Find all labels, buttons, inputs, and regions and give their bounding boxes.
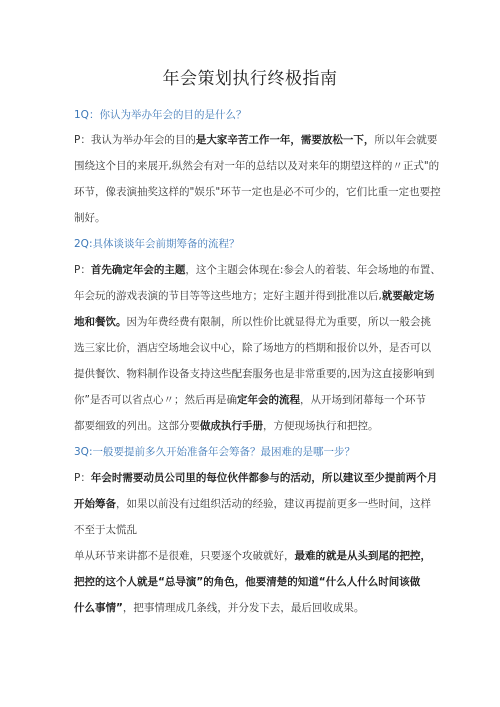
question-1: 1Q：你认为举办年会的目的是什么？: [74, 109, 247, 121]
bold-run: 开始筹备: [74, 498, 116, 510]
bold-run: 什么事情”: [74, 602, 123, 614]
text-run: 单从环节来讲都不是很难，只要逐个攻破就好，: [74, 550, 295, 562]
answer-2-line-5: 提供餐饮、物料制作设备支持这些配套服务也是非常重要的,因为这直接影响到: [74, 368, 435, 380]
answer-1-line-1: [74, 133, 446, 147]
bold-run: 地和餐饮。: [74, 316, 127, 328]
question-3: 3Q:一般要提前多久开始准备年会筹备？最困难的是哪一步？: [74, 446, 355, 458]
text-run: 所以年会就要: [374, 134, 438, 146]
text-run: ，如果以前没有过组织活动的经验，建议再提前更多一些时间，这样: [116, 498, 431, 510]
answer-1-line-3: 环节，像表演抽奖这样的"娱乐"环节一定也是必不可少的，它们比重一定也要控: [74, 186, 441, 198]
bold-run: 年会时需要动员公司里的每位伙伴都参与的活动，所以建议至少提前两个月: [90, 472, 438, 484]
answer-3-line-2: [74, 497, 446, 511]
document-title: 年会策划执行终极指南: [162, 69, 338, 89]
text-run: 因为年费经费有限制，所以性价比就显得尤为重要，所以一般会挑: [126, 316, 431, 328]
answer-2-line-1: [74, 263, 446, 277]
answer-3-line-1: [74, 471, 446, 485]
bold-run: 是大家辛苦工作一年，需要放松一下，: [195, 134, 375, 146]
text-run: ，把事情理成几条线，并分发下去，最后回收成果。: [122, 602, 365, 614]
answer-2-line-4: 选三家比价，酒店空场地会议中心，除了场地方的档期和报价以外，是否可以: [74, 342, 431, 354]
answer-2-line-2: [74, 289, 446, 303]
text-run: ，方便现场执行和把控。: [263, 420, 379, 432]
answer-2-line-3: [74, 315, 446, 329]
answer-2-line-7: [74, 419, 446, 433]
text-run: P：: [74, 264, 91, 276]
answer-1-line-4: 制好。: [74, 212, 106, 224]
answer-3-line-3: 不至于太慌乱: [74, 524, 137, 536]
text-run: 你”是否可以省点心〃；然后再是确: [74, 394, 237, 406]
text-run: ，从开场到闭幕每一个环节: [299, 394, 426, 406]
question-2: 2Q:具体谈谈年会前期筹备的流程？: [74, 238, 240, 250]
text-run: P：: [74, 472, 91, 484]
answer-3-line-5: [74, 575, 446, 589]
answer-2-line-6: [74, 393, 446, 407]
bold-run: 定年会的流程: [236, 394, 300, 406]
text-run: 都要细致的列出。这部分要: [74, 420, 200, 432]
text-run: ，这个主题会体现在:参会人的着装、年会场地的布置、: [185, 264, 441, 276]
bold-run: 把控的这个人就是“总导演”的角色，他要清楚的知道“什么人什么时间该做: [74, 576, 421, 588]
answer-1-line-2: 围绕这个目的来展开,纵然会有对一年的总结以及对来年的期望这样的〃正式"的: [74, 160, 440, 172]
bold-run: 就要敲定场: [381, 290, 435, 302]
bold-run: 做成执行手册: [200, 420, 263, 432]
bold-run: 首先确定年会的主题: [90, 264, 186, 276]
text-run: P：我认为举办年会的目的: [74, 134, 196, 146]
answer-3-line-6: [74, 601, 446, 615]
bold-run: 最难的就是从头到尾的把控，: [294, 550, 431, 562]
answer-3-line-4: [74, 549, 446, 563]
text-run: 年会玩的游戏表演的节目等等这些地方；定好主题并得到批准以后,: [74, 290, 382, 302]
